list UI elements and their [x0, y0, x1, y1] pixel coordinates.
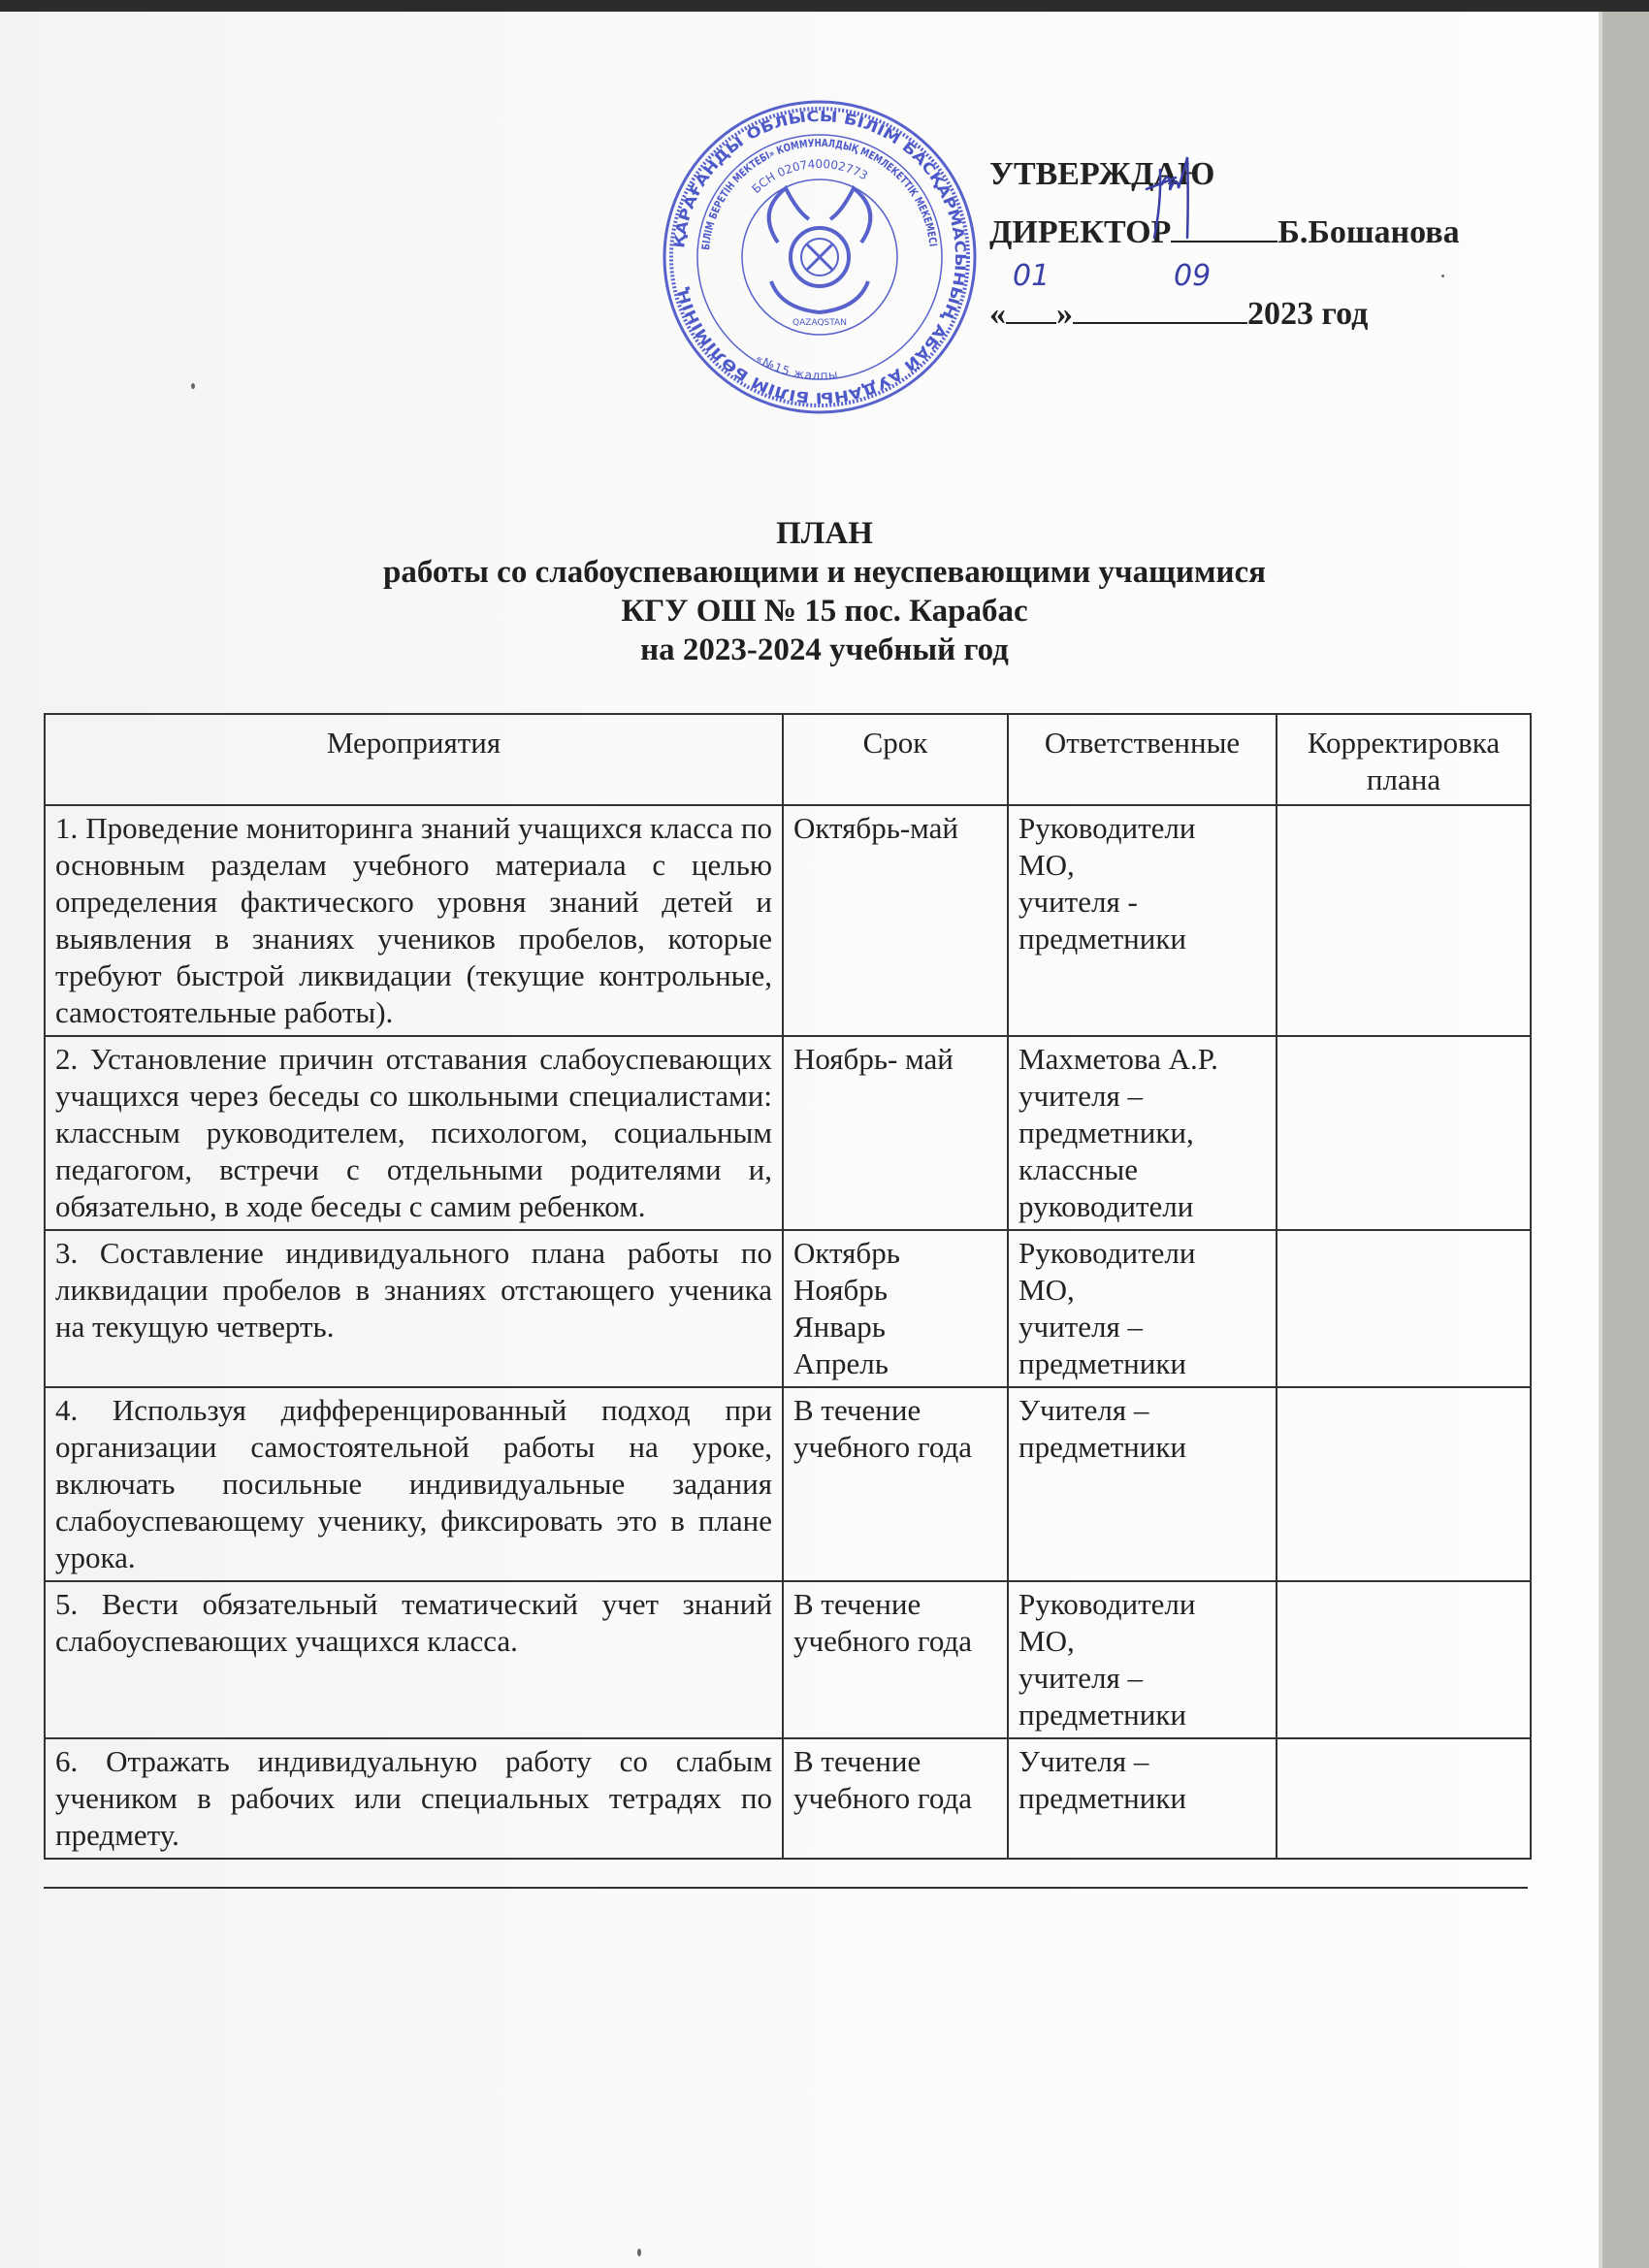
header-responsible: Ответственные: [1008, 714, 1277, 805]
correction-cell[interactable]: [1277, 1387, 1531, 1581]
title-line-year: на 2023-2024 учебный год: [640, 632, 1009, 667]
date-day-line: [1006, 293, 1056, 324]
responsible-line: предметники: [1018, 1781, 1186, 1815]
term-cell: В течение учебного года: [783, 1738, 1008, 1859]
activity-cell: 6. Отражать индивидуальную работу со слабым учеником в рабочих или специальных тетрадях по предмету.: [45, 1738, 783, 1859]
correction-cell[interactable]: [1277, 1738, 1531, 1859]
stamp-inner-text: БІЛІМ БЕРЕТІН МЕКТЕБІ» КОММУНАЛДЫҚ МЕМЛЕКЕТТІК МЕКЕМЕСІ: [699, 136, 940, 251]
date-month-line: [1073, 293, 1247, 324]
responsible-cell: [1008, 1230, 1277, 1387]
responsible-line: учителя -: [1018, 885, 1138, 919]
responsible-line: Махметова А.Р.: [1018, 1042, 1218, 1076]
responsible-cell: [1008, 1036, 1277, 1230]
term-line: Январь: [793, 1310, 886, 1344]
responsible-line: учителя –: [1018, 1310, 1143, 1344]
correction-cell[interactable]: [1277, 1230, 1531, 1387]
correction-cell[interactable]: [1277, 805, 1531, 1036]
page-edge: [1599, 12, 1602, 2268]
term-line: Апрель: [793, 1346, 889, 1380]
date-close-quote: »: [1056, 296, 1073, 332]
director-label: ДИРЕКТОР: [989, 214, 1172, 250]
activity-cell: 5. Вести обязательный тематический учет знаний слабоуспевающих учащихся класса.: [45, 1581, 783, 1738]
responsible-line: Учителя –: [1018, 1744, 1149, 1778]
responsible-line: предметники,: [1018, 1116, 1194, 1150]
table-row: [45, 1036, 1531, 1230]
header-correction: Корректировка плана: [1277, 714, 1531, 805]
table-row: [45, 1230, 1531, 1387]
responsible-line: Руководители: [1018, 811, 1196, 845]
responsible-line: учителя –: [1018, 1079, 1143, 1113]
term-cell: [783, 1036, 1008, 1230]
responsible-line: МО,: [1018, 1273, 1075, 1307]
responsible-line: Руководители: [1018, 1587, 1196, 1621]
term-line: Октябрь-май: [793, 811, 958, 845]
official-stamp: [660, 97, 980, 417]
responsible-line: учителя –: [1018, 1661, 1143, 1695]
responsible-line: предметники: [1018, 1698, 1186, 1732]
stamp-bin-text: БСН 020740002773: [749, 156, 870, 197]
activity-cell: 2. Установление причин отставания слабоуспевающих учащихся через беседы со школьными специалистами: классным руководителем, психологом, социальным педагогом, встречи с отдельными родителями и, обязательно, в ходе беседы с самим ребенком.: [45, 1036, 783, 1230]
table-row: [45, 1738, 1531, 1859]
scan-speck: [1441, 275, 1444, 277]
responsible-cell: [1008, 1387, 1277, 1581]
scanner-top-edge: [0, 0, 1649, 12]
plan-table: [44, 713, 1532, 1860]
responsible-cell: [1008, 1581, 1277, 1738]
responsible-line: МО,: [1018, 848, 1075, 882]
title-line-school: КГУ ОШ № 15 пос. Карабас: [621, 594, 1028, 629]
director-signature: [1137, 146, 1205, 243]
responsible-line: руководители: [1018, 1189, 1194, 1223]
activity-cell: 1. Проведение мониторинга знаний учащихся класса по основным разделам учебного материала с целью определения фактического уровня знаний детей и выявления в знаниях учеников пробелов, которые требуют быстрой ликвидации (текущие контрольные, самостоятельные работы).: [45, 805, 783, 1036]
responsible-cell: [1008, 805, 1277, 1036]
table-header-row: [45, 714, 1531, 805]
responsible-line: предметники: [1018, 1346, 1186, 1380]
scan-speck: [637, 2249, 641, 2256]
date-year: 2023 год: [1247, 296, 1369, 332]
correction-cell[interactable]: [1277, 1036, 1531, 1230]
term-cell: В течение учебного года: [783, 1581, 1008, 1738]
date-open-quote: «: [989, 296, 1006, 332]
date-month-handwritten: 09: [1174, 259, 1212, 293]
scan-speck: [191, 383, 195, 389]
title-line-subject: работы со слабоуспевающими и неуспевающими учащимися: [382, 555, 1267, 590]
responsible-line: классные: [1018, 1152, 1138, 1186]
term-line: Ноябрь- май: [793, 1042, 954, 1076]
stamp-emblem-text: QAZAQSTAN: [792, 318, 847, 328]
footer-rule: [44, 1887, 1528, 1889]
approve-label: УТВЕРЖДАЮ: [989, 156, 1215, 192]
activity-cell: 4. Используя дифференцированный подход при организации самостоятельной работы на уроке, включать посильные индивидуальные задания слабоуспевающему ученику, фиксировать это в плане урока.: [45, 1387, 783, 1581]
term-line: Октябрь: [793, 1236, 900, 1270]
term-line: Ноябрь: [793, 1273, 888, 1307]
stamp-number-text: «№15 жалпы: [753, 351, 839, 383]
director-name: Б.Бошанова: [1277, 214, 1460, 250]
table-row: [45, 1387, 1531, 1581]
correction-cell[interactable]: [1277, 1581, 1531, 1738]
document-title: [0, 514, 1649, 669]
date-day-handwritten: 01: [1013, 259, 1051, 293]
responsible-line: предметники: [1018, 1430, 1186, 1464]
responsible-line: предметники: [1018, 922, 1186, 956]
approval-block: [989, 155, 1571, 349]
table-row: [45, 805, 1531, 1036]
responsible-line: МО,: [1018, 1624, 1075, 1658]
term-cell: [783, 1230, 1008, 1387]
table-row: [45, 1581, 1531, 1738]
title-line-plan: ПЛАН: [776, 516, 873, 551]
header-activities: Мероприятия: [45, 714, 783, 805]
stamp-outer-text: ҚАРАҒАНДЫ ОБЛЫСЫ БІЛІМ БАСҚАРМАСЫНЫҢ АБАЙ АУДАНЫ БІЛІМ БӨЛІМІНІҢ: [670, 107, 970, 407]
responsible-line: Учителя –: [1018, 1393, 1149, 1427]
responsible-cell: [1008, 1738, 1277, 1859]
responsible-line: Руководители: [1018, 1236, 1196, 1270]
activity-cell: 3. Составление индивидуального плана работы по ликвидации пробелов в знаниях отстающего ученика на текущую четверть.: [45, 1230, 783, 1387]
term-cell: В течение учебного года: [783, 1387, 1008, 1581]
term-cell: [783, 805, 1008, 1036]
header-term: Срок: [783, 714, 1008, 805]
